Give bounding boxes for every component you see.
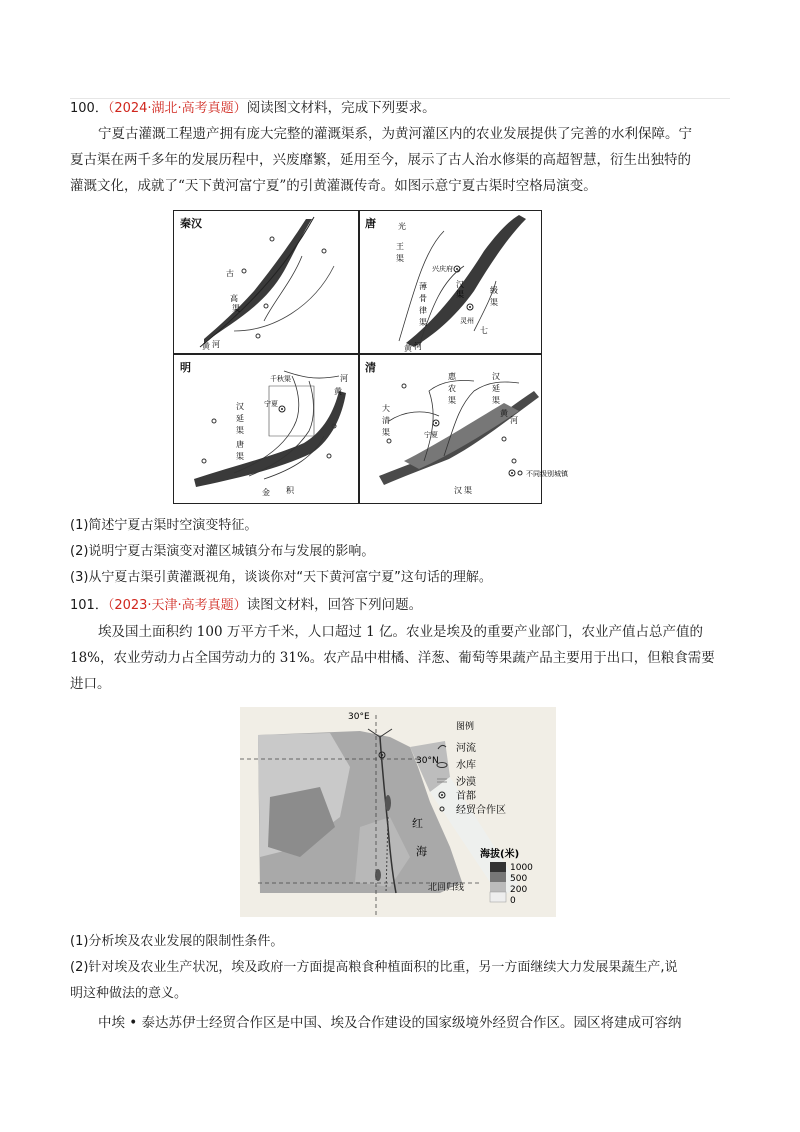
- ming-label-qu1: 渠: [236, 426, 244, 435]
- q101-paragraph-line-1: 埃及国土面积约 100 万平方千米，人口超过 1 亿。农业是埃及的重要产业部门，农业产值占总产值的: [98, 624, 704, 640]
- q101-question-2-cont: 明这种做法的意义。: [70, 986, 188, 1001]
- legend-town-label: 不同级别城镇: [526, 470, 568, 478]
- qing-label-13: 渠: [464, 486, 472, 495]
- ningxia-canal-evolution-map: [173, 210, 568, 504]
- egypt-map-drawing: [240, 707, 556, 917]
- panel-label-qinhan: 秦汉: [180, 217, 202, 230]
- tang-label-2: 王: [396, 242, 404, 251]
- q100-instruction: 阅读图文材料，完成下列要求。: [246, 100, 436, 116]
- tang-label-15: 黄: [404, 344, 412, 353]
- tang-label-7: 薄: [419, 282, 427, 291]
- legend-title: 图例: [456, 722, 475, 732]
- legend-reservoir: 水库: [456, 760, 476, 771]
- elevation-title: 海拔(米): [480, 849, 520, 860]
- elev-0: 0: [510, 896, 516, 906]
- q100-header: [70, 98, 730, 119]
- egypt-map: [240, 707, 556, 917]
- tang-label-lingzhou: 灵州: [460, 317, 474, 325]
- qing-label-11: 黄: [500, 409, 508, 418]
- elev-1000: 1000: [510, 863, 533, 873]
- tang-label-13: 级: [490, 286, 498, 295]
- q101-question-2: (2)针对埃及农业生产状况，埃及政府一方面提高粮食种植面积的比重，另一方面继续大力发展果蔬生产,说: [70, 960, 678, 975]
- elev-200: 200: [510, 885, 528, 895]
- qing-label-12: 汉: [454, 486, 462, 495]
- legend-desert: 沙漠: [456, 777, 476, 788]
- qing-label-6: 渠: [492, 396, 500, 405]
- legend-river: 河流: [456, 743, 476, 754]
- q100-paragraph-line-2: 夏古渠在两千多年的发展历程中，兴废靡繁，延用至今，展示了古人治水修渠的高超智慧，衍生出独特的: [70, 152, 691, 168]
- q101-question-1: (1)分析埃及农业发展的限制性条件。: [70, 934, 284, 949]
- q101-paragraph-line-2: 18%，农业劳动力占全国劳动力的 31%。农产品中柑橘、洋葱、葡萄等果蔬产品主要用于出口，但粮食需要: [70, 650, 715, 666]
- ming-label-jin: 金: [262, 488, 270, 497]
- q101-number: 101．: [70, 598, 108, 613]
- qing-label-14: 河: [510, 416, 518, 425]
- qing-label-8: 大: [382, 404, 390, 413]
- lon-label: 30°E: [348, 712, 370, 722]
- tropic-label: 北回归线: [428, 883, 465, 893]
- qing-label-5: 延: [492, 384, 500, 393]
- qinhan-label-gao: 高: [230, 294, 238, 303]
- qinhan-label-he: 河: [212, 340, 220, 349]
- qing-label-10: 渠: [382, 428, 390, 437]
- ming-label-ningxia: 宁夏: [264, 400, 278, 408]
- q100-source: （2024·湖北·高考真题）: [107, 101, 247, 116]
- panel-label-ming: 明: [180, 361, 191, 374]
- tang-label-8: 骨: [419, 294, 427, 303]
- q101-instruction: 读图文材料，回答下列问题。: [246, 597, 423, 613]
- q100-paragraph-line-3: 灌溉文化，成就了“天下黄河富宁夏”的引黄灌溉传奇。如图示意宁夏古渠时空格局演变。: [70, 178, 597, 194]
- tang-label-9: 律: [419, 306, 427, 315]
- qinhan-label-gu: 古: [226, 269, 234, 278]
- tang-label-xingqingfu: 兴庆府: [432, 265, 453, 273]
- tang-label-5: 汉: [456, 280, 464, 289]
- legend-trade-zone: 经贸合作区: [456, 805, 506, 816]
- qing-label-4: 汉: [492, 372, 500, 381]
- qing-label-2: 农: [448, 384, 456, 393]
- qing-label-1: 惠: [448, 372, 456, 381]
- tang-label-14: 渠: [490, 298, 498, 307]
- ming-label-ji: 积: [286, 486, 294, 495]
- ming-label-tang: 唐: [236, 440, 244, 449]
- q100-number: 100．: [70, 101, 108, 116]
- q100-question-1: (1)简述宁夏古渠时空演变特征。: [70, 518, 258, 533]
- tang-label-6: 渠: [456, 290, 464, 299]
- qing-label-ningxia: 宁夏: [424, 431, 438, 439]
- tang-label-16: 河: [414, 342, 422, 351]
- red-sea-label-2: 海: [416, 845, 427, 858]
- panel-divider-horizontal: [174, 353, 541, 355]
- legend-capital: 首都: [456, 791, 476, 802]
- panel-divider-vertical: [358, 211, 360, 503]
- q100-question-2: (2)说明宁夏古渠演变对灌区城镇分布与发展的影响。: [70, 544, 375, 559]
- ming-label-huang: 黄: [334, 387, 342, 396]
- q101-tail-paragraph: 中埃 • 泰达苏伊士经贸合作区是中国、埃及合作建设的国家级境外经贸合作区。园区将建成可容纳: [98, 1015, 682, 1031]
- panel-label-tang: 唐: [365, 217, 376, 230]
- tang-label-3: 渠: [396, 254, 404, 263]
- ming-label-han: 汉: [236, 402, 244, 411]
- q101-paragraph-line-3: 进口。: [70, 676, 111, 692]
- elev-500: 500: [510, 874, 528, 884]
- qing-label-3: 渠: [448, 396, 456, 405]
- q101-source: （2023·天津·高考真题）: [107, 598, 247, 613]
- qinhan-label-qu: 渠: [232, 304, 240, 313]
- qinhan-label-huang: 黄: [202, 342, 210, 351]
- ming-label-qianqiuqu: 千秋渠: [270, 375, 291, 383]
- lat-label: 30°N: [416, 756, 439, 766]
- qing-label-9: 清: [382, 416, 390, 425]
- q100-paragraph-line-1: 宁夏古灌溉工程遗产拥有庞大完整的灌溉渠系，为黄河灌区内的农业发展提供了完善的水利保障。宁: [98, 126, 692, 142]
- ming-label-yan: 延: [236, 414, 244, 423]
- q101-header: [70, 595, 730, 616]
- tang-label-10: 渠: [419, 318, 427, 327]
- panel-label-qing: 清: [365, 361, 376, 374]
- red-sea-label-1: 红: [412, 817, 423, 830]
- tang-label-1: 光: [398, 222, 406, 231]
- ming-label-he: 河: [340, 374, 348, 383]
- ming-label-qu2: 渠: [236, 452, 244, 461]
- tang-label-12: 七: [480, 326, 488, 335]
- q100-question-3: (3)从宁夏古渠引黄灌溉视角，谈谈你对“天下黄河富宁夏”这句话的理解。: [70, 570, 492, 585]
